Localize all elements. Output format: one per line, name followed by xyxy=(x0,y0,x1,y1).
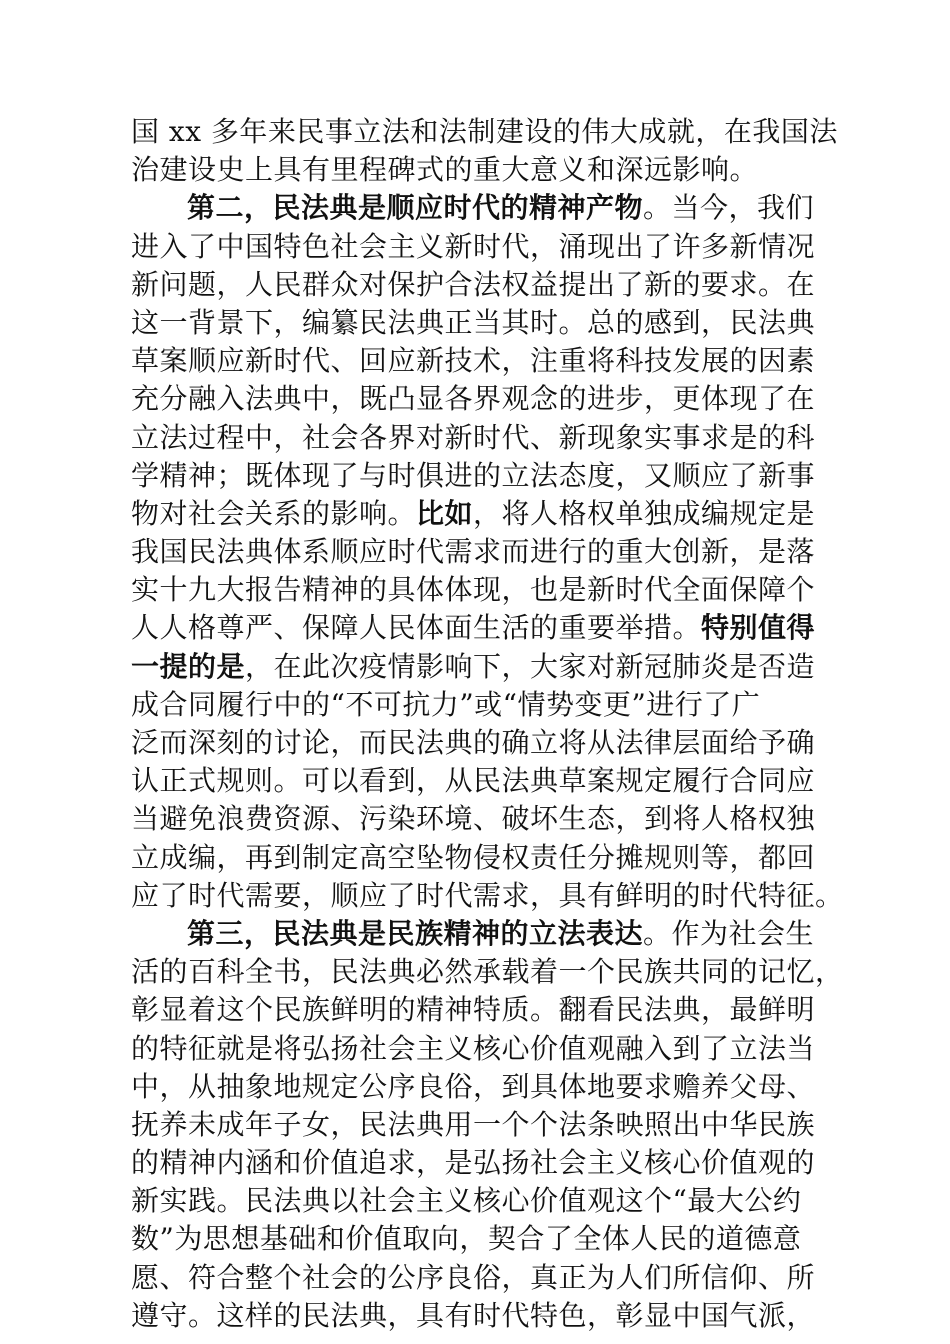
body-text-segment: 进入了中国特色社会主义新时代，涌现出了许多新情况 xyxy=(131,229,816,263)
text-line xyxy=(131,1068,836,1106)
bold-heading-text: 比如 xyxy=(416,496,474,530)
body-text-segment: 彰显着这个民族鲜明的精神特质。翻看民法典，最鲜明 xyxy=(131,993,816,1027)
text-line xyxy=(131,686,836,724)
text-line xyxy=(131,648,836,686)
text-line xyxy=(131,380,836,418)
body-text-segment: 抚养未成年子女，民法典用一个个法条映照出中华民族 xyxy=(131,1107,816,1141)
body-text-segment: 治建设史上具有里程碑式的重大意义和深远影响。 xyxy=(131,153,759,187)
text-line xyxy=(131,609,836,647)
text-line xyxy=(131,953,844,991)
body-text-segment: 充分融入法典中，既凸显各界观念的进步，更体现了在 xyxy=(131,382,816,416)
body-text-segment: 立法过程中，社会各界对新时代、新现象实事求是的科 xyxy=(131,420,816,454)
text-line xyxy=(131,113,836,151)
body-text-segment: 的精神内涵和价值追求，是弘扬社会主义核心价值观的 xyxy=(131,1146,816,1180)
text-line xyxy=(131,1182,836,1220)
body-text-segment: 新实践。民法典以社会主义核心价值观这个“最大公约 xyxy=(131,1184,802,1218)
body-text-segment: 学精神；既体现了与时俱进的立法态度，又顺应了新事 xyxy=(131,458,816,492)
bold-heading-text: 一提的是 xyxy=(131,649,246,683)
body-text-segment: 新问题，人民群众对保护合法权益提出了新的要求。在 xyxy=(131,267,816,301)
text-line xyxy=(131,762,836,800)
text-line xyxy=(131,457,836,495)
body-text-segment: 当避免浪费资源、污染环境、破坏生态，到将人格权独 xyxy=(131,802,816,836)
text-line xyxy=(131,1297,836,1335)
body-text-segment: 实十九大报告精神的具体体现，也是新时代全面保障个 xyxy=(131,573,816,607)
body-text-segment: 的特征就是将弘扬社会主义核心价值观融入到了立法当 xyxy=(131,1031,816,1065)
bold-heading-text: 第三，民法典是民族精神的立法表达 xyxy=(187,916,644,950)
body-text-segment: 。当今，我们 xyxy=(643,191,815,225)
text-line xyxy=(131,1030,836,1068)
text-line xyxy=(131,533,836,571)
text-line xyxy=(131,151,836,189)
body-text-segment: 草案顺应新时代、回应新技术，注重将科技发展的因素 xyxy=(131,344,816,378)
body-text-segment: 泛而深刻的讨论，而民法典的确立将从法律层面给予确 xyxy=(131,726,816,759)
body-text xyxy=(131,113,844,1335)
text-line xyxy=(131,495,836,533)
body-text-segment: 活的百科全书，民法典必然承载着一个民族共同的记忆， xyxy=(131,955,844,989)
text-line xyxy=(131,1106,836,1144)
text-line xyxy=(131,1144,836,1182)
text-line xyxy=(131,228,836,266)
body-text-segment: ，在此次疫情影响下，大家对新冠肺炎是否造 xyxy=(245,649,816,683)
text-line xyxy=(131,266,836,304)
text-line xyxy=(131,304,836,342)
text-line xyxy=(131,1259,836,1297)
text-line xyxy=(131,877,844,915)
body-text-segment: 应了时代需要，顺应了时代需求，具有鲜明的时代特征。 xyxy=(131,878,844,912)
bold-heading-text: 第二，民法典是顺应时代的精神产物 xyxy=(187,191,644,225)
body-text-segment: 认正式规则。可以看到，从民法典草案规定履行合同应 xyxy=(131,764,816,798)
body-text-segment: 成合同履行中的“不可抗力”或“情势变更”进行了广 xyxy=(131,687,761,721)
paragraph-start-line xyxy=(131,915,836,953)
text-line xyxy=(131,724,836,762)
body-text-segment: 。作为社会生 xyxy=(643,916,815,950)
body-text-segment: 中，从抽象地规定公序良俗，到具体地要求赡养父母、 xyxy=(131,1069,816,1103)
text-line xyxy=(131,1220,836,1258)
text-line xyxy=(131,991,836,1029)
body-text-segment: 物对社会关系的影响。 xyxy=(131,496,417,530)
text-line xyxy=(131,800,836,838)
paragraph-start-line xyxy=(131,189,836,227)
text-line xyxy=(131,419,836,457)
text-line xyxy=(131,839,836,877)
body-text-segment: 我国民法典体系顺应时代需求而进行的重大创新，是落 xyxy=(131,535,816,569)
body-text-segment: 愿、符合整个社会的公序良俗，真正为人们所信仰、所 xyxy=(131,1260,816,1294)
body-text-segment: 数”为思想基础和价值取向，契合了全体人民的道德意 xyxy=(131,1222,802,1256)
body-text-segment: 国 xx 多年来民事立法和法制建设的伟大成就，在我国法 xyxy=(131,115,838,148)
body-text-segment: ，将人格权单独成编规定是 xyxy=(473,496,816,530)
body-text-segment: 遵守。这样的民法典，具有时代特色，彰显中国气派， xyxy=(131,1298,816,1332)
body-text-segment: 立成编，再到制定高空坠物侵权责任分摊规则等，都回 xyxy=(131,840,816,874)
text-line xyxy=(131,571,836,609)
text-line xyxy=(131,342,836,380)
body-text-segment: 人人格尊严、保障人民体面生活的重要举措。 xyxy=(131,611,702,645)
body-text-segment: 这一背景下，编纂民法典正当其时。总的感到，民法典 xyxy=(131,305,816,339)
bold-heading-text: 特别值得 xyxy=(701,611,816,645)
